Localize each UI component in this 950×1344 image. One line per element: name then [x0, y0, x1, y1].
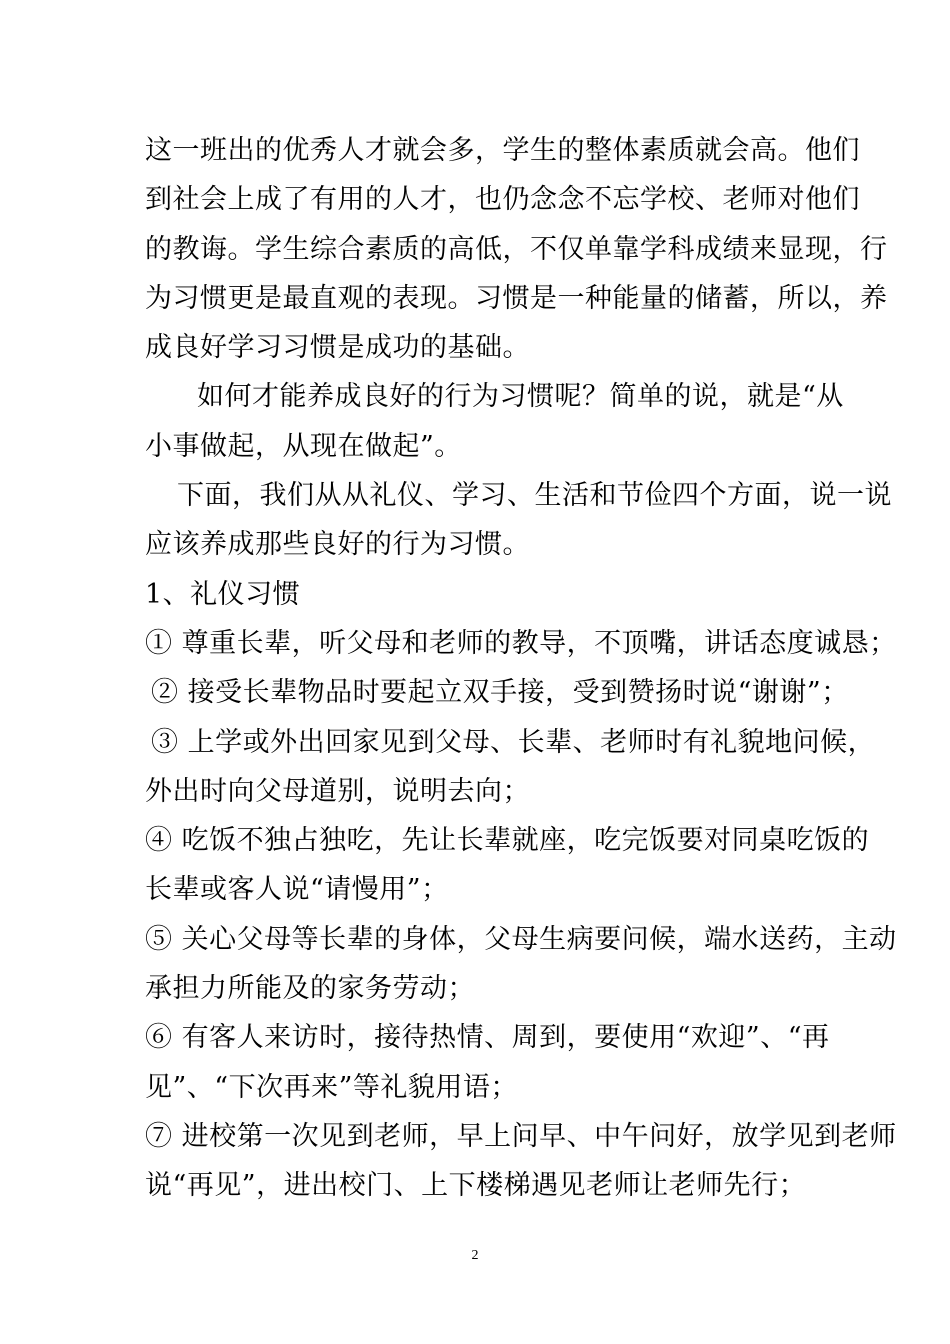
text-line: 到社会上成了有用的人才，也仍念念不忘学校、老师对他们: [145, 184, 860, 216]
list-item: ⑥ 有客人来访时，接待热情、周到，要使用“欢迎”、“再: [145, 1022, 830, 1054]
text-line: 如何才能养成良好的行为习惯呢？简单的说，就是“从: [197, 381, 844, 413]
text-line: 这一班出的优秀人才就会多，学生的整体素质就会高。他们: [145, 135, 860, 166]
list-item-continuation: 长辈或客人说“请慢用”；: [145, 874, 449, 906]
text-line: 的教诲。学生综合素质的高低，不仅单靠学科成绩来显现，行: [145, 233, 888, 265]
list-item-continuation: 说“再见”，进出校门、上下楼梯遇见老师让老师先行；: [145, 1170, 807, 1202]
list-item: ④ 吃饭不独占独吃，先让长辈就座，吃完饭要对同桌吃饭的: [145, 825, 870, 857]
text-line: 为习惯更是最直观的表现。习惯是一种能量的储蓄，所以，养: [145, 282, 888, 314]
page-number: 2: [471, 1248, 479, 1263]
list-item: ⑦ 进校第一次见到老师，早上问早、中午问好，放学见到老师: [145, 1120, 897, 1152]
list-item: ③ 上学或外出回家见到父母、长辈、老师时有礼貌地问候，: [151, 726, 876, 758]
text-line: 应该养成那些良好的行为习惯。: [145, 529, 530, 561]
list-item-continuation: 外出时向父母道别，说明去向；: [145, 775, 530, 807]
text-line: 下面，我们从从礼仪、学习、生活和节俭四个方面，说一说: [177, 480, 892, 512]
list-item-continuation: 承担力所能及的家务劳动；: [145, 973, 475, 1005]
body-text: [145, 126, 897, 1211]
list-item: ⑤ 关心父母等长辈的身体，父母生病要问候，端水送药，主动: [145, 923, 897, 955]
text-line: 成良好学习习惯是成功的基础。: [145, 332, 530, 364]
text-line: 小事做起，从现在做起”。: [145, 430, 462, 462]
section-heading: 1、礼仪习惯: [145, 578, 301, 610]
list-item: ① 尊重长辈，听父母和老师的教导，不顶嘴，讲话态度诚恳；: [145, 627, 897, 659]
list-item-continuation: 见”、“下次再来”等礼貌用语；: [145, 1071, 518, 1103]
list-item: ② 接受长辈物品时要起立双手接，受到赞扬时说“谢谢”；: [151, 677, 849, 709]
